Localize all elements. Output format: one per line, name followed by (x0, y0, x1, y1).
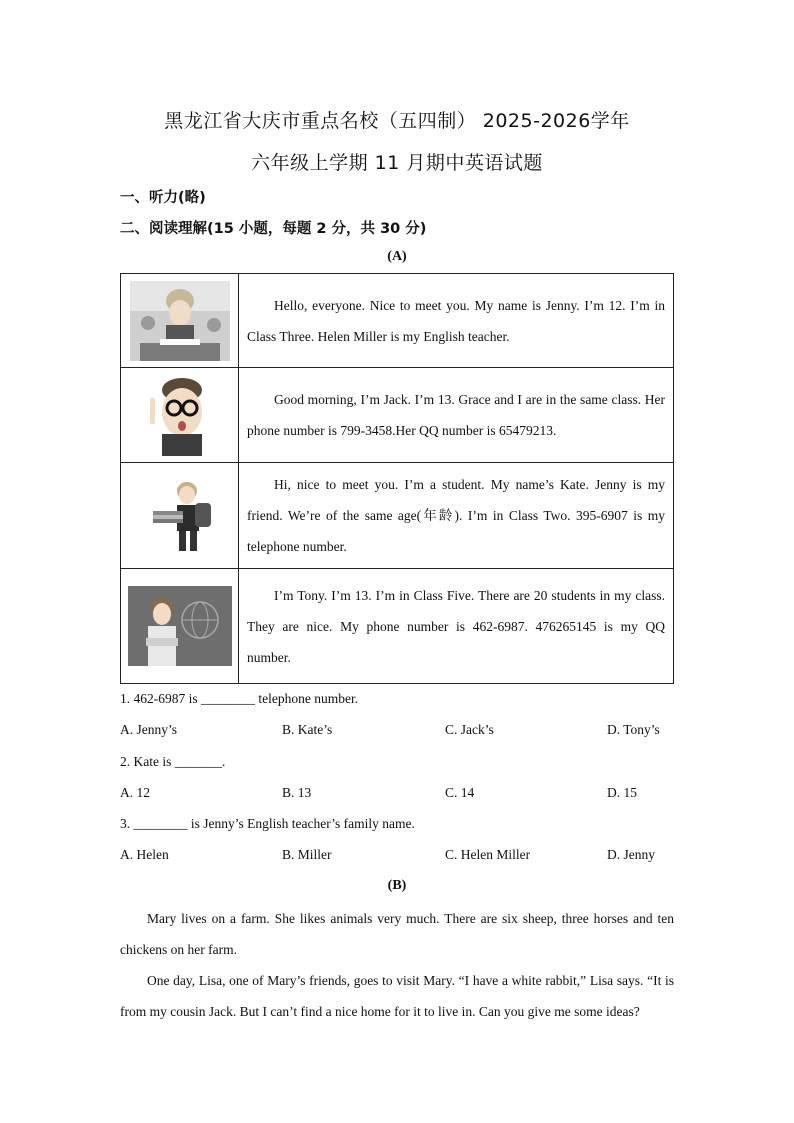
question-2-option-d: D. 15 (607, 785, 637, 800)
passage-table (120, 273, 674, 684)
passage-text-cell (239, 569, 674, 684)
passage-text-cell (239, 368, 674, 463)
passage-image-cell (121, 569, 239, 684)
section-listening-heading: 一、听力(略) (120, 190, 206, 206)
question-3-option-d: D. Jenny (607, 847, 655, 862)
question-1-option-b: B. Kate’s (282, 722, 333, 737)
passage-row-kate (121, 463, 674, 569)
question-2-option-c: C. 14 (445, 785, 475, 800)
girl-at-desk-photo (130, 281, 230, 361)
part-a-label: (A) (387, 249, 407, 264)
question-1-option-a: A. Jenny’s (120, 722, 177, 737)
passage-image-cell (121, 463, 239, 569)
passage-text-jack: Good morning, I’m Jack. I’m 13. Grace and I are in the same class. Her phone number is 799-3458.Her QQ number is 65479213. (247, 392, 665, 438)
passage-text-kate: Hi, nice to meet you. I’m a student. My name’s Kate. Jenny is my friend. We’re of the same age(年龄). I’m in Class Two. 395-6907 is my telephone number. (247, 477, 665, 554)
passage-row-tony (121, 569, 674, 684)
passage-text-cell (239, 274, 674, 368)
question-3-option-c: C. Helen Miller (445, 847, 531, 862)
question-3-option-a: A. Helen (120, 847, 169, 862)
section-reading-heading: 二、阅读理解(15 小题，每题 2 分，共 30 分) (120, 221, 427, 237)
question-2-stem: 2. Kate is _______. (120, 754, 226, 769)
question-1-stem: 1. 462-6987 is ________ telephone number. (120, 691, 359, 706)
passage-image-cell (121, 368, 239, 463)
boy-at-blackboard-photo (128, 586, 232, 666)
passage-row-jack (121, 368, 674, 463)
question-2-option-b: B. 13 (282, 785, 312, 800)
part-b-label: (B) (387, 878, 407, 893)
passage-image-cell (121, 274, 239, 368)
girl-with-books-photo (137, 479, 223, 553)
question-1-option-d: D. Tony’s (607, 722, 660, 737)
document-title-line1: 黑龙江省大庆市重点名校（五四制） 2025-2026学年 (164, 110, 630, 132)
question-1-option-c: C. Jack’s (445, 722, 494, 737)
boy-with-glasses-photo (140, 374, 220, 456)
document-title-line2: 六年级上学期 11 月期中英语试题 (251, 152, 543, 174)
passage-row-jenny (121, 274, 674, 368)
passage-text-tony: I’m Tony. I’m 13. I’m in Class Five. There are 20 students in my class. They are nice. My phone number is 462-6987. 476265145 is my QQ number. (247, 587, 665, 665)
question-3-stem: 3. ________ is Jenny’s English teacher’s family name. (120, 816, 415, 831)
question-2-option-a: A. 12 (120, 785, 150, 800)
passage-text-cell (239, 463, 674, 569)
passage-text-jenny: Hello, everyone. Nice to meet you. My name is Jenny. I’m 12. I’m in Class Three. Helen Miller is my English teacher. (247, 297, 665, 344)
passage-b-paragraph-2: One day, Lisa, one of Mary’s friends, goes to visit Mary. “I have a white rabbit,” Lisa says. “It is from my cousin Jack. But I can’t find a nice home for it to live in. Can you give me some ideas? (120, 973, 674, 1019)
passage-b-paragraph-1: Mary lives on a farm. She likes animals very much. There are six sheep, three horses and ten chickens on her farm. (120, 911, 674, 957)
question-3-option-b: B. Miller (282, 847, 332, 862)
